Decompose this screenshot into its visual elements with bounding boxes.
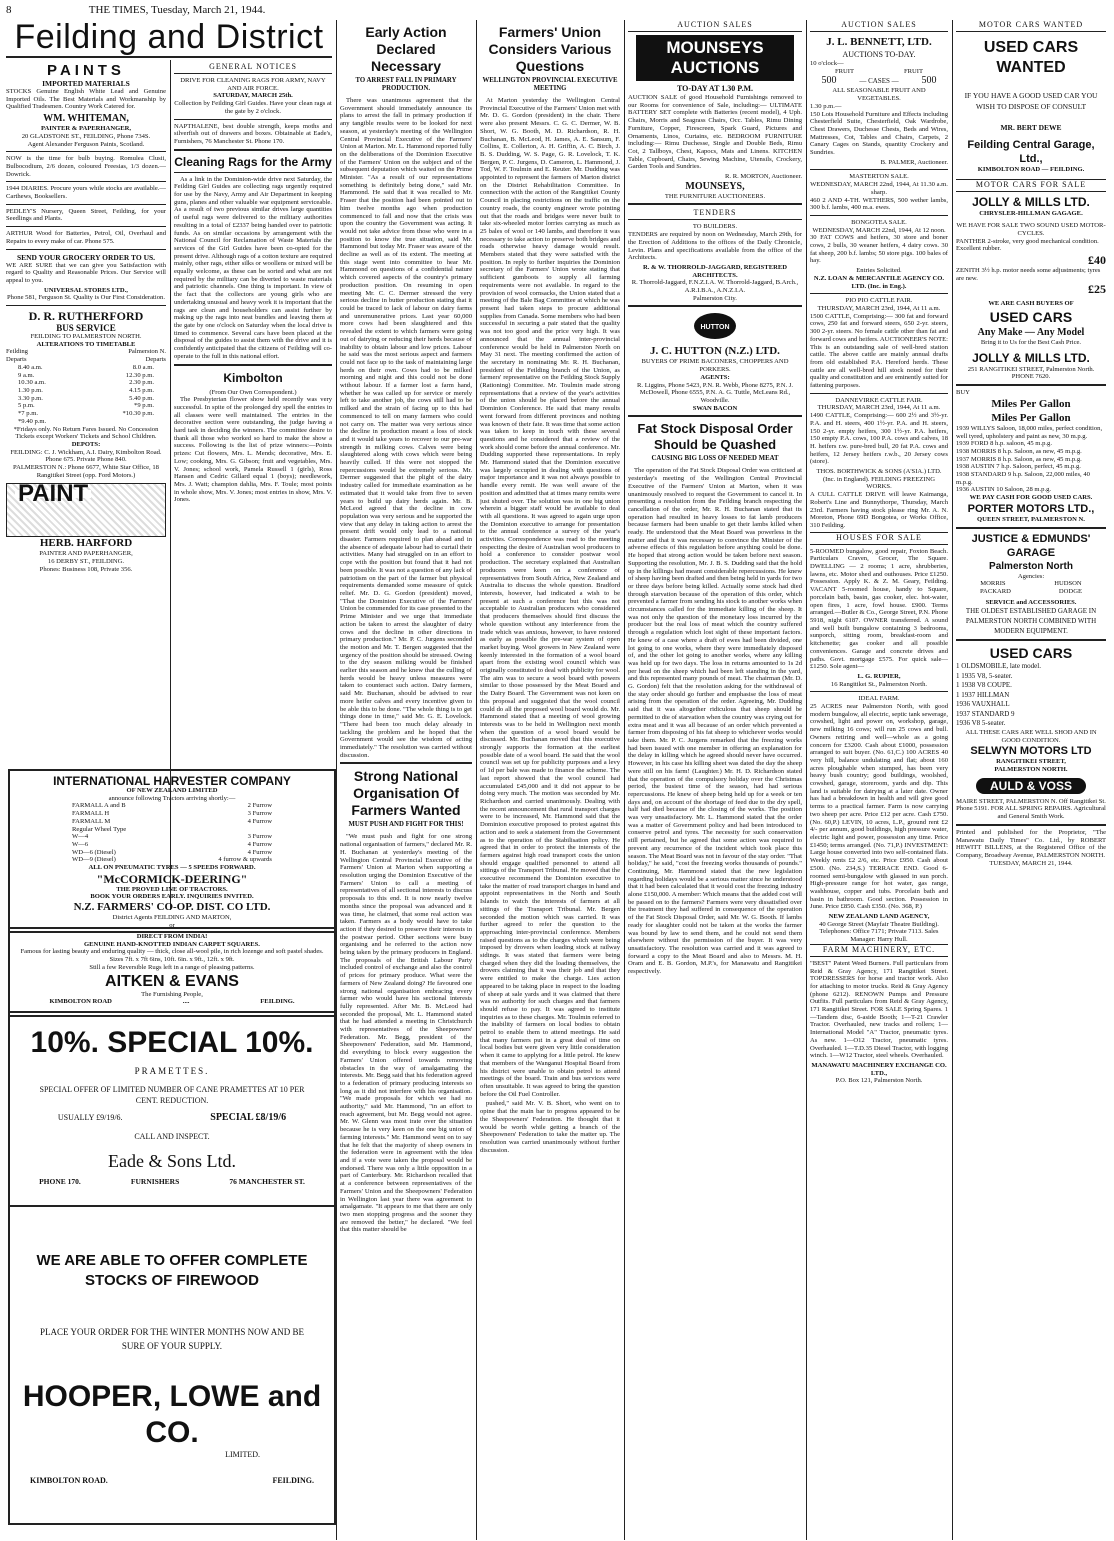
early-action-article: There was unanimous agreement that the Government should immediately announce its plans to arrest the fall in primary production if any tangible results were to be looked for next season, at yesterday's meeting of the Wellington Central Provincial Executive of the Farmers' Union at Marton. Mr. L. Hammond reported fully on the deliberations of the Dominion Executive of the Farmers' Union on the subject and of the subsequent deputation which waited on the Prime Minister. "As a result of our representations something is definitely being done," said Mr. Hammond. He said that it was recalled to Mr. Fraser that the position had been pointed out to him twelve months ago when production commenced to fall and now that the crisis was upon the country the Government was acting. It would not take advice from those who were in a position to know the true situation, said Mr. Hammond but today Mr. Fraser was aware of the decline as well as of its extent. The meeting at this stage went into committee to hear Mr. Hammond on questions of a confidential nature which covered aspects of the country's primary production position. On resuming in open meeting Mr. C. C. Dermer stressed the very serious decline in butter production stating that it could be traced to lack of labour on dairy farms and unremunerative prices. Last year 60,000 more cows had been slaughtered and this revealed the extent to which farmers were going out of dairying or reducing their herds because of inability to obtain labour and low prices. Labour he said was the most serious aspect and farmers could not face up to the task of maintaining large herds on their own. Cows had to be milked morning and night and this could not be done without labour. If a farmer lost a farm hand, whether he was called up for service or merely left to take another job, the cows still had to be milked and the strain of facing up to this had commenced to tell on many farmers who could not carry on. The matter was very serious since the decline in production meant a loss of stock and it would take years to recover to our pre-war strength in milking cows. Calves were being slaughtered along with cows which were being heavily culled. If this were not stopped the repercussions would be extremely serious. Mr. Dermer suggested that the plight of the dairy industry called for immediate examination as he estimated that it would take from five to seven years to build up dairy herds again. Mr. B. McLeod agreed that the decline in cow population was very serious and he supported the view that any delay in taking action to arrest the present drift would only lead to a national disaster. Farmers required to plan ahead and in the absence of adequate labour had to curtail their activities. Many had struggled on in an effort to cope with the position but found that it had not been possible. It was not a question of any lack of patriotism on the part of the farmer but physical requirements demanded some measure of quick relief. Mr. D. G. Gordon (president) moved, "That the Dominion Executive of the Farmers' Union be commended for its case presented to the Prime Minister and we urge that immediate action be taken to arrest the slaughter of dairy cows and the decline in other directions in primary production." Mr. P. C. Jurgens seconded the motion and Mr. T. Bergen suggested that the urgency of the position should be stressed. Owing to the dry season milking would be finished earlier this season and he knew that the culling of herds would be heavy unless measures were taken to counteract such action. Dairy farmers, said Mr. Buchanan, should be advised to rear more heifer calves and every incentive given to be able this to be done. "The whole thing is to get things done in time," said Mr. G. E. Lovelock. "There had been too much delay already in tackling the problem and he hoped that the Government would see the wisdom of acting immediately." The resolution was carried without discussion. — [340, 97, 472, 759]
tenders-head: TENDERS — [628, 208, 802, 220]
pedley-notice: PEDLEY'S Nursery, Queen Street, Feilding, for your Seedlings and Plants. — [6, 207, 166, 223]
eade-special: 10%. SPECIAL 10%. — [30, 1026, 314, 1059]
folio — [6, 4, 666, 18]
harvester-or: or — [169, 921, 175, 929]
piopio-body: 1500 CATTLE, Comprising:— 300 fat and forward cows, 250 fat and forward steers, 650 2-yr. steers, 300 2-yr. steers. No female cattle other than fat and forward cows and heifers. AUCTIONEER'S NOTE: This is an outstanding sale of well-bred station cattle. The above cattle are mainly annual drafts from old established P.A. Hereford herds. These cattle are all well-bred hill stock noted for their quality and constitution and are eminently suited for fattening purposes. — [810, 312, 948, 390]
eade-special-price: SPECIAL £8/19/6 — [210, 1112, 287, 1123]
farmers-union-deck: WELLINGTON PROVINCIAL EXECUTIVE MEETING — [482, 77, 618, 92]
bennett-ten: 10 o'clock— — [810, 60, 844, 67]
bus-notes: *Fridays only. No Return Fares Issued. No Concession Tickets except Workers' Tickets and School Children. — [13, 425, 159, 441]
selwyn-street: RANGITIKEI STREET, — [996, 758, 1066, 766]
harvester-proven: THE PROVED LINE OF TRACTORS. — [116, 885, 228, 893]
column-1 — [6, 62, 166, 784]
harvester-subtitle: OF NEW ZEALAND LIMITED — [126, 787, 218, 794]
selwyn-name: SELWYN MOTORS LTD — [970, 745, 1092, 758]
tractor-row: FARMALL M 4 Furrow — [72, 817, 272, 825]
bus-row: *7 p.m. *10.30 p.m. — [18, 410, 154, 418]
whiteman-trade: PAINTER & PAPERHANGER, — [40, 125, 132, 133]
harvester-book: BOOK YOUR ORDERS EARLY. INQUIRIES INVITED. — [90, 893, 254, 901]
hooper-name: HOOPER, LOWE and CO. — [22, 1380, 322, 1449]
used-cars-list: 1 OLDSMOBILE, late model. 1 1935 V8, 5-seater. 1 1938 V8 COUPE. 1 1937 HILLMAN 1936 VAUXHALL 1937 STANDARD 9 1936 V8 5-seater. — [956, 662, 1041, 728]
paints-body: STOCKS Genuine English White Lead and Genuine Imported Oils. The Best Materials and Workmanship by Qualified Tradesmen. Country Work Catered for. — [6, 88, 166, 111]
bus-title: D. R. RUTHERFORD — [28, 309, 144, 324]
zenith: ZENITH 3½ h.p. motor needs some adjustments; tyres are new. — [956, 266, 1101, 282]
oldest-garage: THE OLDEST ESTABLISHED GARAGE IN PALMERSTON NORTH COMBINED WITH MODERN EQUIPMENT. — [965, 607, 1097, 636]
central-garage: Feilding Central Garage, Ltd., — [967, 138, 1095, 165]
bus-row: 5 p.m. *9 p.m. — [18, 402, 154, 410]
agencies-row: MORRIS HUDSON — [980, 580, 1082, 588]
paint-illustration — [6, 480, 166, 537]
harford-address: 16 DERBY ST., FEILDING. — [47, 558, 125, 566]
masterton-date: WEDNESDAY, MARCH 22nd, 1944, At 11.30 a.m. sharp. — [810, 181, 948, 196]
rags-drive-date: SATURDAY, MARCH 25th. — [213, 92, 293, 100]
miles-per-gallon-2: Miles Per Gallon — [991, 411, 1071, 424]
harford-phone: Phones: Business 108, Private 356. — [39, 565, 133, 573]
rags-headline: Cleaning Rags for the Army — [174, 154, 332, 169]
eade-ad — [8, 1011, 336, 1207]
bennett-body: 150 Lots Household Furniture and Effects including Chesterfield Suite, Chesterfield, Oak Wardrobe, Chest Drawers, Duchesse Chests, Beds and Wires, Mattresses, Cot, Tables and Chairs, Carpets, 2 Canary Cages on Stands, quantity Crockery and Sundries. — [810, 110, 948, 157]
universal-phone: Phone 581, Ferguson St. Quality is Our First Consideration. — [7, 294, 165, 302]
paints-title: PAINTS — [47, 62, 125, 79]
bus-row: 3.30 p.m. 5.40 p.m. — [18, 394, 154, 402]
bring-it: Bring it to Us for the Best Cash Price. — [980, 339, 1082, 347]
panther-price: £40 — [1088, 252, 1106, 267]
harford-trade: PAINTER AND PAPERHANGER, — [39, 550, 133, 558]
nz-land-agency: NEW ZEALAND LAND AGENCY, — [828, 913, 930, 921]
harvester-pneumatic: ALL ON PNEUMATIC TYRES — 5 SPEEDS FORWARD. — [88, 864, 256, 872]
tractor-row: WD—6 (Diesel) 4 Furrow — [72, 848, 272, 856]
early-action-headline: Early Action Declared Necessary — [365, 24, 447, 74]
eade-name: Eade & Sons Ltd. — [108, 1151, 236, 1171]
hooper-headline: WE ARE ABLE TO OFFER COMPLETE STOCKS OF FIREWOOD — [36, 1252, 308, 1289]
tractor-row: FARMALL H 3 Furrow — [72, 810, 272, 818]
hutton-agents-list: R. Liggins, Phone 5423, P.N. R. Webb, Phone 8275, P.N. J. McDowell, Phone 6555, P.N. A. G. Tuttle, McLeans Rd., Woodville. — [637, 381, 793, 404]
whiteman-agent: Agent Alexander Ferguson Paints, Scotland. — [27, 140, 145, 148]
paper-dateline: THE TIMES, Tuesday, March 21, 1944. — [88, 4, 266, 16]
auction-sign: R. R. MORTON, Auctioneer. — [725, 173, 802, 181]
column-rule — [952, 20, 953, 1540]
harvester-title: INTERNATIONAL HARVESTER COMPANY — [53, 774, 291, 788]
tractor-row: W—6 4 Furrow — [72, 840, 272, 848]
hooper-limited: LIMITED. — [225, 1450, 260, 1459]
harvester-coop: N.Z. FARMERS' CO-OP. DIST. CO LTD. — [73, 901, 271, 914]
used-cars-3: USED CARS — [989, 645, 1073, 662]
column-3 — [340, 20, 472, 1528]
thorrold-name: R. & W. THORROLD-JAGGARD, REGISTERED ARCHITECTS. — [642, 263, 788, 279]
dannevirke-date: THURSDAY, MARCH 23rd, 1944, At 11 a.m. — [817, 404, 941, 412]
bennett-sub: AUCTIONS TO-DAY. — [842, 50, 916, 59]
car-listing: 1938 MORRIS 8 h.p. Saloon, as new, 45 m.p.g. — [956, 447, 1082, 455]
bus-row: *9.40 p.m. — [18, 417, 47, 425]
we-have: WE HAVE FOR SALE TWO SOUND USED MOTOR-CYCLES. — [956, 222, 1106, 237]
car-listing: 1936 AUSTIN 10 Saloon, 28 m.p.g. — [956, 486, 1052, 494]
seasonable: ALL SEASONABLE FRUIT AND VEGETABLES. — [832, 87, 926, 103]
farm-machinery-head: FARM MACHINERY, ETC. — [810, 944, 948, 957]
rupiter-name: L. G. RUPIER, — [857, 672, 901, 680]
national-org-headline: Strong National Organisation Of Farmers Wanted — [351, 768, 461, 819]
tenders-body: TENDERS are required by noon on Wednesday, March 29th, for the Erection of Additions to the offices of the Daily Chronicle, Levin. Plans and specifications available from the office of the Architects. — [628, 231, 802, 262]
diaries-notice: 1944 DIARIES. Procure yours while stocks are available.—Carthews, Booksellers. — [6, 185, 166, 201]
bus-row: 9 a.m. 12.30 p.m. — [18, 371, 154, 379]
bus-departs: Departs Departs — [6, 356, 166, 364]
bus-row: 1.30 p.m. 4.15 p.m. — [18, 386, 154, 394]
grocery-head: SEND YOUR GROCERY ORDER TO US. — [16, 252, 156, 262]
column-2 — [174, 62, 332, 762]
chrysler-gagage: CHRYSLER-HILLMAN GAGAGE. — [979, 210, 1083, 218]
farmers-union-headline: Farmers' Union Considers Various Questions — [488, 24, 612, 74]
entries: Entries Solicited. — [856, 267, 902, 275]
dannevirke-fair: DANNEVIRKE CATTLE FAIR. — [835, 396, 923, 404]
aitken-ad — [8, 927, 336, 1017]
bongotea-sale: BONGOTEA SALE. — [851, 218, 907, 226]
mounseys-sub: THE FURNITURE AUCTIONEERS. — [664, 192, 766, 200]
farm-machinery-body: "BEST" Patent Weed Burners. Full particulars from Reid & Gray Agency, 171 Rangitikei Street. TOPDRESSERS for horse and tractor work. Also for attaching to motor trucks. Reid & Gray Agency (phone 6212). RENOWN Pumps and Pressure Outfits. Full particulars from Reid & Gray Agency, 171 Rangitikei Street. FOR SALE Spring Spares. 1—Tandem disc, 6-aside Booth; 1—T-21 Crawler Tractor. Overhauled, new tracks and rollers; 1—International Model "A" Tractor, pneumatic tyres. As new. 1—O12 Tractor, pneumatic tyres. Overhauled. 1—T.D.35 Diesel Tractor, with logging winch. 1—W12 Tractor, steel wheels. Overhauled. — [810, 959, 948, 1060]
wanted-title: WANTED — [996, 59, 1066, 76]
hutton-agents: AGENTS: — [700, 373, 730, 381]
grocery-body: WE ARE SURE that we can give you Satisfaction with regard to Quality and Reasonable Prices. Our Service will appeal to you. — [6, 261, 166, 284]
eade-prices — [14, 1112, 330, 1124]
borthwick-body: A CULL CATTLE DRIVE will leave Kaimanga, Robert's Line and Bunnythorpe, Thursday, March 23rd. Farmers having stock please ring Mr. A. N. Moreton, Phone 69D Bongotea, or Works Office, 310 Feilding. — [810, 491, 948, 529]
nz-land-address: 40 George Street (Mayfair Theatre Building). Telephones: Office 7171; Private 7113. Sales Manager: Harry Hull. — [819, 920, 939, 944]
tractor-row: Regular Wheel Type — [72, 825, 127, 833]
naphthalene-notice: NAPTHALENE, best double strength, keeps moths and silverfish out of drawers and boxes. Obtainable at Eade's, Furnishers, 76 Manchester St. Phone 170. — [174, 122, 332, 145]
aitken-sub: GENUINE HAND-KNOTTED INDIAN CARPET SQUARES. — [84, 940, 260, 948]
hutton-logo — [628, 311, 802, 341]
auld-address: MAIRE STREET, PALMERSTON N. Off Rangitikei St. Phone 5191. FOR ALL SPRING REPAIRS. Agricultural and General Smith Work. — [956, 797, 1106, 821]
if-you-have: IF YOU HAVE A GOOD USED CAR YOU WISH TO DISPOSE OF CONSULT — [964, 91, 1098, 111]
column-rule — [336, 20, 337, 1540]
harvester-ad — [8, 769, 336, 933]
auction-body: AUCTION SALE of good Household Furnishings removed to our Rooms for convenience of Sale, including:— ULTIMATE BATTERY SET complete with Batteries (recent model), 4 Uph. Chairs, Morris and Seagrass Chairs, Occ. Tables, Rimu Dining Furniture, Copper, Firescreen, Spark Guard, Pictures and Ornaments, Linos, Curtains, etc. BEDROOM FURNITURE including:— Rimu Duchesse, Single and Double Beds, Rimu Cot, 2 Tallboys, Chest, Kapocs, Mats and Linens. KITCHEN Table, Cupboard, Chairs, Sewing Machine, Utensils, Crockery, Garden Tools and Sundries. — [628, 94, 802, 171]
aitken-name: AITKEN & EVANS — [105, 972, 239, 990]
auction-today: TO-DAY AT 1.30 P.M. — [676, 84, 753, 93]
column-6 — [810, 20, 948, 1528]
mounseys-logo: MOUNSEYS AUCTIONS — [636, 35, 794, 81]
rags-drive-body: Collection by Feilding Girl Guides. Have your clean rags at the gate by 2 o'clock. — [174, 100, 332, 115]
column-rule — [624, 20, 625, 1540]
any-make: Any Make — Any Model — [977, 327, 1085, 339]
car-listing: 1938 AUSTIN 7 h.p. Saloon, perfect, 45 m.p.g. — [956, 463, 1081, 471]
ideal-farm: IDEAL FARM. — [858, 695, 900, 703]
car-listing: 1939 FORD 8 h.p. saloon, 45 m.p.g. — [956, 440, 1052, 448]
buy-label: BUY — [956, 389, 970, 397]
cash-buyers: WE ARE CASH BUYERS OF — [988, 300, 1074, 308]
hooper-place: PLACE YOUR ORDER FOR THE WINTER MONTHS NOW AND BE SURE OF YOUR SUPPLY. — [40, 1327, 304, 1351]
aitken-address: KIMBOLTON ROAD .... FEILDING. — [49, 998, 295, 1006]
used-cars-title: USED CARS — [983, 39, 1079, 56]
car-listing: 1937 MORRIS 8 h.p. Saloon, as new, 45 m.p.g. — [956, 455, 1082, 463]
farmers-union-article: At Marton yesterday the Wellington Central Provincial Executive of the Farmers' Union met with Mr. D. G. Gordon (president) in the chair. There were also present Messrs. C. G. C. Dermer, W. B. Short, W. G. Booth, M. D. Richardson, R. H. Buchanan, B. McLeod, H. James, A. E. Sansum, F. Collins, E. Collerton, A. H. Griffin, A. C. Birch, J. B. S. Dudding, W. S. Page, G. R. Lovelock, T. K. Bergen, P. C. Jurgens, D. Cameron, L. Hammond, J. Tod, W. F. Toulmin and E. Reuter. Mr. Dudding was appointed to represent the farmers of Marton district on the District Rehabilitation Committee. In connection with the action of the Rangitikei County Council in placing restrictions on the traffic on the country roads, the county engineer wrote pointing out that the roads and bridges were never built to take six-wheeled motor lorries carrying as much as 25 bales of wool or 140 lambs, and therefore it was necessary to take action to preserve both bridges and roads otherwise heavy damage would result. Members stated that they were satisfied with the position. In reply to further inquiries the Dominion secretary of the Farmers' Union wrote stating that sufficient gumboots to supply all farming requirements were not available. In regard to the provision of wool cornsacks, the Union stated that a meeting of the Bale Bag Committee at which he was present had taken steps to procure additional supplies from Canada. Some members who had been successful in securing a pair stated that the quality was not too good and the price very high. It was announced that the annual inter-provincial conference would be held in Palmerston North on May 31 next. The meeting confirmed the action of the secretary in nominating Mr. R. H. Buchanan, president of the Feilding branch of the Union, as farmers' representative on the Feilding Stock Supply (Rationing) Committee. Mr. Toulmin made strong representations that a review of the year's activities of the union should be placed before the annual Dominion Conference. He said that many results went forward from different provinces and nothing was known of their fate. It was time that some action was taken to keep in touch with these several questions and he considered that a review of the work should come before the annual conference. Mr. Dudding supported these representations. In reply Mr. Hammond stated that the Dominion executive was largely occupied in dealing with questions of major importance and it was not always possible to handle every remit. He was well aware of the position and admitted that at times many remits were just shuted over. The solution was in one big union wherein a bigger staff would be available to deal with all questions. It was agreed to again urge upon the Dominion executive to arrange for presentation to the annual conference a survey of the year's activities. Correspondence was read to the meeting respecting the desire of Australian wool producers to hold a conference to consider postwar wool production. The secretary explained that Australian producers were keen on a conference of representatives from South Africa, New Zealand and Australia to discuss the whole question. Bradford interests, however, had indicated a wish to be present at such a conference but this was not acceptable to Australian producers who considered that producers themselves should first discuss the whole question without any interference from the trade which was anxious, however, to have restored as early as possible the pre-war system of open market buying. Wool growers in New Zealand were keenly interested in the formation of a wool board apart from the existing wool council which was originally constituted to deal with publicity for wool. The aim was to secure a wool board with powers similar to those possessed by the Meat Board and the Dairy Board. The Government was not keen on this proposal and suggested that the wool council could do all the proposed wool board would do. Mr. Hammond stated that a meeting of wool growing interests was to be held in Wellington next month when the question of a wool board would be discussed. Mr. Buchanan moved that this executive strongly supports the formation at the earliest possible date of a wool board. He said that the wool council was set up for publicity purposes and a levy of 1d per bale was made to finance the scheme. The last report showed that the wool council had accumulated £45,000 and it did not appear to be doing very much. The motion was seconded by Mr. Richardson and carried unanimously. Dealing with the recent announcement that rural transport charges were to be increased, Mr. Hammond said that the Dominion executive proposed to protest against this action and to seek a statement from the Government as to the operation of the Stabilisation policy. He agreed that in order to protect the interests of the farmers against high road transport costs the union should engage qualified personnel to attend all sittings of the Transport Tribunal. He moved that the executive recommend the Dominion executive to take the matter of road transport charges in hand and appoint representatives in the North and South Islands to watch the interests of farmers at all sittings of the Transport Tribunal. Mr. Bergen seconded the motion which was carried. It was further agreed to refer the question to the approaching inter-provincial conference. Members raised questions as to the charges which were being imposed by drovers when loading stock at railway sidings. It was stated that farmers were being charged when they did the loading themselves, the drovers claiming that it was their job and that they were entitled to make the charge. Lies action appeared to be taking place in respect to the loading of sheep at sale yards and it was claimed that there was no authority for such charges and that farmers should refuse to pay. It was agreed to institute inquiries as to these charges. Mr. Toulmin referred to the inability of farmers on local bodies to obtain petrol to enable them to attend meetings. He said that many farmers put in a great deal of time on local bodies but were given very little consideration when it came to applying for a little petrol. He knew that members of the Wanganui Hospital Board from his district were unable to obtain petrol to attend meetings of the board. Train and bus services were often unsuitable. It was agreed to bring the question before the Oil Fuel Controller. — [480, 97, 620, 1098]
masterton-body: 460 2 AND 4-TH. WETHERS, 500 wether lambs, 300 b.f. lambs, 400 m.a. ewes. — [810, 196, 948, 212]
column-4 — [480, 20, 620, 1528]
bert-dewe: MR. BERT DEWE — [1000, 123, 1062, 132]
manawatu-name: MANAWATU MACHINERY EXCHANGE CO. LTD., — [811, 1061, 947, 1077]
motor-sale-head: MOTOR CARS FOR SALE — [956, 179, 1106, 192]
svg-text:HUTTON: HUTTON — [700, 324, 730, 332]
kimbolton-article: The Presbyterian flower show held recently was very successful. In spite of the prolonged dry spell the entries in all classes were well maintained. The entries in the decorative section were outstanding, the judge having a hard task in deciding the winners. The committee desire to thank all those who worked so hard to make the show a success. Following is the list of prize winners:—Points prizes: Cut flowers, Mrs. L. Mends; decorative, Mrs. E. Low; cooking, Mrs. G. Gibson; fruit and vegetables, Mrs. V. Jones; school work, Pamela Russell 1 (girls), Ross Hansen and Cedric Gillard equal 1 (boys); needlework, Mrs. J. Watt; champion dahlia, Mrs. F. Toule; most points in whole show, Mrs. V. Jones; most entries in show, Mrs. V. Jones. — [174, 396, 332, 504]
bongotea-body: 30 FAT COWS and heifers, 30 store and boner cows, 2 bulls, 30 weaner heifers, 4 dairy cows. 30 fat sheep, 200 b.f. lambs; 50 store pigs. 100 bales of hay. — [810, 234, 948, 265]
national-org-deck: MUST PUSH AND FIGHT FOR THIS! — [348, 821, 464, 829]
cars-list — [956, 425, 1106, 494]
aitken-trade: The Furnishing People, — [141, 990, 203, 998]
cases-row: 500 — CASES — 500 — [821, 75, 937, 87]
national-org-article: "We must push and fight for one strong national organisation of farmers," declared Mr. R. H. Buchanan at yesterday's meeting of the Wellington Central Provincial Executive of the Farmers' Union at Marton when supporting a resolution urging the Dominion Executive of the Farmers' Union to call a meeting of representatives of all sectional interests to discuss proposals to this end. It is now nearly twelve months since the proposal was advanced and it was time, he claimed, that some real action was taken. Farmers as a body would have to take action if they desired to preserve their interests in the postwar period. Other sections were busy organising and he referred to the action now being taken by the primary producers in England. The proposals of the British Labour Party included control of exchange and also the control of prices for primary produce. What were the farmers of New Zealand doing? He favoured one strong national organisation embracing every farmer who would have his sectional interests fully represented. After Mr. B. McLeod had seconded the proposal, Mr. L. Hammond stated that he had attended a meeting in Christchurch with representatives of the Sheepowners' Federation. Mr. Begg, president of the Sheepowners' Federation, said Mr. Hammond, did everything to block every suggestion the Farmers' Union offered towards removing obstacles in the way of amalgamating the interests. Mr. Begg said that his federation agreed to a federation of primary producing interests so long as it did not interfere with his organisation. "We made proposals for which we had no authority," said Mr. Hammond, "in an effort to reach agreement, but Mr. Begg would not agree. Mr. W. Glenn was most irate over the situation because he is very keen on the one big union of farming interests." Mr. Hammond went on to say that he felt that the majority of sheep owners in the federation were in agreement with the idea and if a vote were taken the proposal would be endorsed. There was only a little opposition in a part of Canterbury. Mr. Richardson recalled that at a conference between representatives of the Farmers' Union and the Sheepowners' Federation in Wellington last year there was agreement to amalgamate. "It appears to me that there are only two men stopping progress and the sooner they are removed the better," he declared. "We feel that this matter should be — [340, 833, 472, 1234]
paint-word: PAINT — [15, 490, 91, 498]
bennett-half-one: 1.30 p.m.— — [810, 102, 842, 110]
houses-body: 5-ROOMED bungalow, good repair, Foxton Beach. Particulars Craven, Grocer, The Square. DWELLING — 2 rooms; 1 acre, shrubberies, lawns, etc. Motor shed and outhouses. Price £1250. Possession. Apply K. & Z. M. Geary, Feilding. VACANT 5-roomed house, handy to Square, porcelain bath, basin, gas cooker, elec. hot-water, open fires, 1 acre, fowl house. £900. Terms arranged.—Butler & Co., George Street, P.N. Phone 5918, night 6187. OWNER transferred. A sound and well built bungalow containing 3 bedrooms, sunporch, sitting room, breakfast-room and kitchenette; gas cooker and all possible conveniences. Garage and concrete drives and paths. Govt. mortgage £575. For quick sale—£1250. Sole agent— — [810, 547, 948, 671]
tractor-row: FARMALL A and B 2 Furrow — [72, 802, 272, 810]
jolly-address: 251 RANGITIKEI STREET, Palmerston North. PHONE 7620. — [967, 365, 1095, 381]
column-7 — [956, 20, 1106, 1528]
borthwick: THOS. BORTHWICK & SONS (A'SIA.) LTD. (Inc. in England). FEILDING FREEZING WORKS. — [816, 468, 942, 491]
kimbolton-headline: Kimbolton — [223, 370, 283, 385]
harford-name: HERB. HARFORD — [39, 537, 133, 550]
rags-article: As a link in the Dominion-wide drive next Saturday, the Feilding Girl Guides are collecting rags urgently required for use by the Navy, Army and Air Department in keeping guns, planes and other valuable war equipment serviceable. As a result of two previous similar drives large quantities of useful rags were delivered to the military authorities resulting in a total of £2337 being handed over to patriotic funds. As on similar occasions by arrangement with the National Council for Reclamation of Waste Materials the services of the Girl Guides have been co-opted for the present drive. Although rags of a cotton texture are required mainly, other rags, either silks or woollens or mixed will be equally welcome, as these can be sorted and what are not required by the military can be diverted to waste materials and patriotic channels. One thing is important. In view of the fact that the collectors are young girls who are undertaking unusual and heavy work it is important that the rags are clean and householders can assist further by making up the rags into neat bundles and leaving them at the gate by one o'clock on Saturday when the local drive is timed to commence. Several cars have been placed at the disposal of the guides to assist them with the drive and it is confidently anticipated that the citizens of Feilding will co-operate to the full in this national effort. — [174, 175, 332, 360]
hooper-ad — [8, 1205, 336, 1525]
bus-depots: DEPOTS: — [71, 440, 101, 448]
column-rule — [476, 20, 477, 1540]
service-accessories: SERVICE and ACCESSORIES. — [985, 598, 1077, 606]
manawatu-address: P.O. Box 121, Palmerston North. — [835, 1077, 923, 1085]
page-number: 8 — [6, 4, 12, 16]
swan-bacon: SWAN BACON — [692, 404, 738, 412]
universal-stores: UNIVERSAL STORES LTD., — [44, 286, 128, 294]
paints-subtitle: IMPORTED MATERIALS — [42, 79, 130, 88]
imprint-date: TUESDAY, MARCH 21, 1944. — [989, 859, 1073, 867]
hutton-body: BUYERS OF PRIME BACONERS, CHOPPERS AND PORKERS. — [641, 358, 789, 374]
fat-stock-headline: Fat Stock Disposal Order Should be Quashed — [637, 421, 793, 453]
central-address: KIMBOLTON ROAD — FEILDING. — [977, 165, 1085, 173]
harvester-brand: "McCORMICK-DEERING" — [96, 871, 248, 886]
tractor-row: W—4 3 Furrow — [72, 833, 272, 841]
masterton-sale: MASTERTON SALE. — [849, 173, 909, 181]
arthur-notice: ARTHUR Wood for Batteries, Petrol, Oil, Overhaul and Repairs to every make of car. Phone 575. — [6, 230, 166, 245]
nzloan: N.Z. LOAN & MERCANTILE AGENCY CO. LTD. (Inc. in Eng.). — [813, 274, 945, 290]
houses-head: HOUSES FOR SALE — [810, 532, 948, 545]
motor-wanted-head: MOTOR CARS WANTED — [956, 20, 1106, 32]
thorrold-partners: R. Thorrold-Jaggard, F.N.Z.I.A. W. Thorrold-Jaggard, B.Arch., A.R.I.B.A., A.N.Z.I.A. — [631, 279, 799, 295]
fat-stock-article: The operation of the Fat Stock Disposal Order was criticised at yesterday's meeting of the Wellington Central Provincial Executive of the Farmers' Union at Marton, when it was unanimously resolved to request the Government to cancel it. In presenting a resolution from the Feilding branch respecting the cancellation of the order, Mr. R. H. Buchanan stated that its operation had resulted in heavy losses to fat lamb producers because farmers had been unable to get their lambs killed when ready. He understood that the Meat Board was powerless in the matter and that it was necessary to convince the Minister of the adverse effects of this regulation before anything could be done. He hoped that strong action would be taken before next season. Supporting the resolution, Mr. J. B. S. Dudding said that the hold up in the killings had meant considerable repercussions. He knew of sheep having been drafted and then being held in yards for two or three days before being killed. Actually some stock had died through starvation because of the operation of this order, which prevented a farmer from sending his stock to another works when circumstances called for the immediate killing of the sheep. It was not only the question of the monetary loss incurred by the producer but the real loss of meat which the country suffered through a regulation which lost sight of these important factors. He knew of a case where a draft of ewes had been divided, one lot going to one works, where they were immediately disposed of, and the other lot going to another works, where any killing was held up for two days. The loss in returns amounted to 1s 2d per head on the sheep which had been left standing in the yard, and this represented many pounds of meat. The chairman (Mr. D. G. Gordon) felt that the resolution asking for the withdrawal of the stay order should go further and emphasise the loss of meat arising from the operation of the order. Agreeing, Mr. Dudding said that it was altogether ridiculous that sheep should be permitted to die of starvation when the country was crying out for extra meat and it was all because of an order which prevented a farmer from disposing of his fat sheep to whichever works would take them. Mr. P. C. Jurgens remarked that the freezing works had been issued with one member in offering an explanation for the delay in killing which he agreed should never have occurred. However, in his case his killing sheet was dated the day the sheep were still on his farm! (Laughter.) Mr. H. D. Richardson stated that the operation of the compulsory holiday over the Christmas period, the busiest time of the season, had had serious repercussions. He knew of sheep being held up for a week or ten days and, on account of the shortage of feed due to the dry spell, half had died because of the closing of the works. The position was very unsatisfactory. Mr. L. Hammond stated that the order was a matter of Government policy and had been introduced to conserve petrol and tyres. The necessity for such conservation still pertained, but he agreed that some action was required to prevent any recurrence of the incident which took place this season. The Meat Board was not in favour of the stay order. "That holiday," he said, "cost the freezing works thousands of pounds." Continuing, Mr. Hammond stated that the new legislation regarding holidays would be a serious matter since he understood that it had been calculated that it would cost the freezing industry alone £150,000. A member: Which means that the added cost will be passed on to the farmers? Farmers were very dissatisfied over the treatment they had suffered in consequence of the operation of the Fat Stock Disposal Order, said Mr. W. G. Booth. If lambs ready for slaughter could not be taken at the works the farmer was bound by law to send them, and he could not send them elsewhere without the permission of the buyer. It was very unsatisfactory. The resolution was carried and it was agreed to forward a copy to the Meat Board and also to Messrs. M. H. Oram and E. B. Gordon, M.P.'s, for Manawatu and Rangitikei respectively. — [628, 467, 802, 976]
early-action-deck: TO ARREST FALL IN PRIMARY PRODUCTION. — [355, 77, 457, 92]
tractor-row: WD—9 (Diesel) 4 furrow & upwards — [72, 856, 272, 864]
used-cars-2: USED CARS — [989, 309, 1073, 326]
bennett-auctioneer: B. PALMER, Auctioneer. — [880, 158, 948, 166]
bus-depot-palmerston: PALMERSTON N.: Phone 6677, White Star Office, 18 Rangitikei Street (opp. Ford Motors.) — [13, 464, 159, 479]
bongotea-date: WEDNESDAY, MARCH 22nd, 1944, At 12 noon. — [812, 226, 946, 234]
whiteman-name: WM. WHITEMAN, — [43, 113, 129, 125]
section-title: Feilding and District — [6, 18, 332, 58]
bus-timetable — [6, 364, 166, 426]
harvester-district: District Agents FEILDING AND MARTON, — [112, 914, 232, 922]
jolly-name: JOLLY & MILLS LTD. — [972, 195, 1090, 210]
agencies-row: PACKARD DODGE — [980, 587, 1082, 595]
auction-sales-head-2: AUCTION SALES — [810, 20, 948, 32]
hutton-seal-icon — [692, 311, 738, 341]
bus-header: Feilding Palmerston N. — [6, 348, 166, 356]
rags-drive: DRIVE FOR CLEANING RAGS FOR ARMY, NAVY AND AIR FORCE. — [180, 77, 326, 92]
miles-per-gallon-1: Miles Per Gallon — [991, 397, 1071, 410]
selwyn-town: PALMERSTON NORTH. — [994, 766, 1068, 773]
porter-name: PORTER MOTORS LTD., — [967, 502, 1095, 515]
car-listing: 1939 WILLYS Saloon, 18,000 miles, perfect condition, well tyred, upholstery and paint as new, 30 m.p.g. — [956, 424, 1103, 440]
tenders-sub: TO BUILDERS. — [692, 223, 738, 231]
piopio-date: THURSDAY, MARCH 23rd, 1944, At 11 a.m. — [817, 304, 941, 312]
hooper-address: KIMBOLTON ROAD. FEILDING. — [30, 1475, 314, 1485]
eade-offer: SPECIAL OFFER OF LIMITED NUMBER OF CANE PRAMETTES AT 10 PER CENT. REDUCTION. — [39, 1085, 305, 1105]
rupiter-address: 16 Rangitikei St., Palmerston North. — [830, 680, 928, 688]
bus-row: 10.30 a.m. 2.30 p.m. — [18, 379, 154, 387]
bennett-name: J. L. BENNETT, LTD. — [826, 36, 932, 48]
whiteman-address: 20 GLADSTONE ST., FEILDING, Phone 734S. — [21, 132, 151, 140]
bus-depot-feilding: FEILDING: C. J. Wickham, A.I. Dairy, Kimbolton Road. Phone 675. Private Phone 840. — [10, 448, 162, 464]
farmers-union-article-end: pushed," said Mr. V. B. Short, who went on to opine that the main bar to progress appeared to be the Sheepowners' Federation. He thought that it would be worth while getting a branch of the Sheepowners' Federation to take the matter up. The resolution was carried unanimously without further discussion. — [480, 1100, 620, 1154]
thorrold-address: Palmerston City. — [693, 294, 737, 302]
justice-name: JUSTICE & EDMUNDS' GARAGE — [971, 532, 1091, 559]
aitken-head: DIRECT FROM INDIA! — [136, 933, 208, 940]
we-pay-cash: WE PAY CASH FOR GOOD USED CARS. — [969, 494, 1093, 502]
car-listing: 1938 STANDARD 9 h.p. Saloon, 22,000 miles, 40 m.p.g. — [956, 471, 1090, 486]
piopio-fair: PIO PIO CATTLE FAIR. — [845, 297, 913, 305]
general-notices-head: GENERAL NOTICES — [174, 62, 332, 74]
auction-sales-head: AUCTION SALES — [628, 20, 802, 32]
all-these-cars: ALL THESE CARS ARE WELL SHOD AND IN GOOD CONDITION. — [965, 728, 1097, 744]
bus-alterations: ALTERATIONS TO TIMETABLE — [36, 340, 136, 348]
imprint: Printed and published for the Proprietor, "The Manawatu Daily Times" Co. Ltd., by ROBERT HEWITT BILLENS, at the Registered Office of the Company, Broadway Avenue, PALMERSTON NORTH. — [956, 828, 1106, 859]
auld-voss-logo: AULD & VOSS — [976, 778, 1086, 794]
bus-route: FEILDING TO PALMERSTON NORTH. — [30, 333, 142, 341]
bulbs-notice: NOW is the time for bulb buying. Romulea Clusii, Bulbocodium, 2/6 dozen, coloured Freesias, 1/3 dozen.—Dowrick. — [6, 155, 166, 178]
panther: PANTHER 2-stroke, very good mechanical condition. Excellent rubber. — [956, 237, 1099, 253]
aitken-extra: Still a few Reversible Rugs left in a range of pleasing patterns. — [89, 963, 255, 971]
aitken-body: Famous for lasting beauty and enduring quality — thick, close all-wool pile, in rich lozenge and soft pastel shades. Sizes 7ft. x 7ft 6ins, 10ft. 6in. x 9ft., 12ft. x 9ft. — [20, 948, 324, 964]
ideal-body: 25 ACRES near Palmerston North, with good modern bungalow, all electric, septic tank sewerage, cowshed, light and power on, workshop, garage, new milking 16 cows; will run 25 cows and bull. Owners retiring and well—whole as a going concern for £3200. Cash about £1000, possession arranged to suit buyer. (No. 61,C.) 100 ACRES 40 very hill, balance undulating and flat; about 160 acres ploughable when stumped, has been very heavy bush country; good buildings, woolshed, cowshed, garage, storeroom, yards and dip. This land is suitable for dairying at a later date. Owner has had a breakdown in health and will give good terms to a practical farmer. Farm is now carrying two sheep per acre. Price £12 per acre. Cash £750. (No. 60,P.) LEVIN, 10 acres, L.P., ground rent £2 4/- per annum, good buildings, high pressure water, electric light and power, possession any time. Price £1450; terms arranged. (No. 71,P.) INVESTMENT: Large house converted into two self-contained flats. Weekly rents £2 2/6, etc. Price £950. Cash about £500. (No. 234,S.) TERRACE END. Good 6-roomed semi-bungalow with glassed in sun porch. High-pressure range for hot water, gas range, washhouse, copper and tubs. Porcelain bath and basin in bathroom. Good section. Possession in June. Price £850. Cash £350. (No. 368, P.) — [810, 703, 948, 911]
zenith-price: £25 — [1088, 282, 1106, 297]
column-rule — [806, 20, 807, 1540]
bus-subtitle: BUS SERVICE — [56, 323, 116, 334]
eade-footer: PHONE 170. FURNISHERS 76 MANCHESTER ST. — [39, 1177, 305, 1186]
jolly-name-2: JOLLY & MILLS LTD. — [972, 350, 1090, 365]
eade-product: PRAMETTES. — [134, 1066, 210, 1076]
eade-call: CALL AND INSPECT. — [134, 1132, 210, 1141]
column-5 — [628, 20, 802, 1528]
fat-stock-deck: CAUSING BIG LOSS OF NEEDED MEAT — [651, 455, 779, 463]
eade-usual: USUALLY £9/19/6. — [57, 1113, 123, 1122]
hutton-name: J. C. HUTTON (N.Z.) LTD. — [650, 345, 780, 358]
agencies-label: Agencies: — [1017, 572, 1045, 580]
bus-row: 8.40 a.m. 8.0 a.m. — [18, 363, 154, 371]
fruit-row: FRUIT FRUIT — [834, 67, 924, 75]
porter-address: QUEEN STREET, PALMERSTON N. — [977, 515, 1085, 523]
newspaper-page — [6, 4, 1108, 1537]
kimbolton-byline: (From Our Own Correspondent.) — [209, 388, 297, 396]
justice-town: Palmerston North — [989, 560, 1073, 572]
mounseys-name: MOUNSEYS, — [685, 180, 745, 192]
dannevirke-body: 1490 CATTLE, Comprising:— 600 2½ and 3½-yr. P.A. and H. steers, 400 1½-yr. P.A. and H. steers, 150 2-yr. empty heifers, 300 1½-yr. P.A. heifers, 150 empty P.A. cows, 100 P.A. cows and calves, 18 H. heifers r.w. pure-bred bull, 20 fat P.A. cows and heifers, 12 Jersey heifers r.w.b., 20 Jersey cows (store). — [810, 412, 948, 466]
harvester-intro: announce following Tractors arriving shortly:— — [108, 794, 236, 802]
